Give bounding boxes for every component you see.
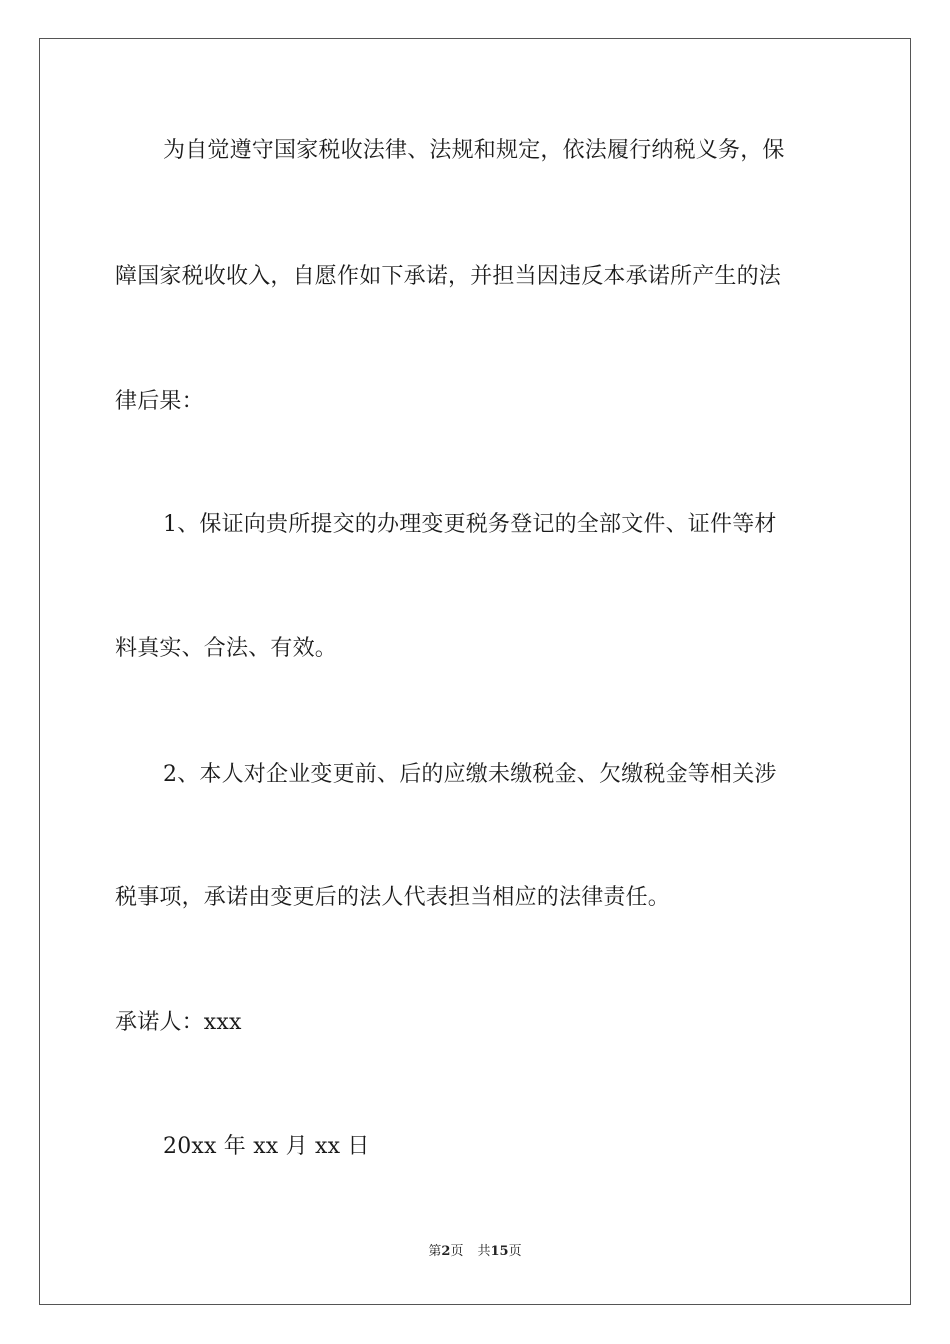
paragraph-1-line-2: 障国家税收收入，自愿作如下承诺，并担当因违反本承诺所产生的法 <box>115 264 782 289</box>
item-1-line-1: 1、保证向贵所提交的办理变更税务登记的全部文件、证件等材 <box>163 512 777 537</box>
paragraph-1-line-3: 律后果： <box>115 389 204 414</box>
total-prefix: 共 <box>477 1244 491 1259</box>
total-suffix: 页 <box>508 1244 522 1259</box>
date-line: 20xx 年 xx 月 xx 日 <box>163 1134 370 1159</box>
page-suffix: 页 <box>450 1244 464 1259</box>
page-number: 2 <box>441 1244 451 1259</box>
page-prefix: 第 <box>428 1244 442 1259</box>
signatory-line: 承诺人：xxx <box>115 1010 242 1035</box>
item-1-line-2: 料真实、合法、有效。 <box>115 636 338 661</box>
total-pages: 15 <box>490 1244 509 1259</box>
page-border <box>39 38 911 1305</box>
item-2-line-2: 税事项，承诺由变更后的法人代表担当相应的法律责任。 <box>115 885 671 910</box>
paragraph-1-line-1: 为自觉遵守国家税收法律、法规和规定，依法履行纳税义务，保 <box>163 138 785 163</box>
item-2-line-1: 2、本人对企业变更前、后的应缴未缴税金、欠缴税金等相关涉 <box>163 762 777 787</box>
page-footer <box>0 1243 950 1261</box>
